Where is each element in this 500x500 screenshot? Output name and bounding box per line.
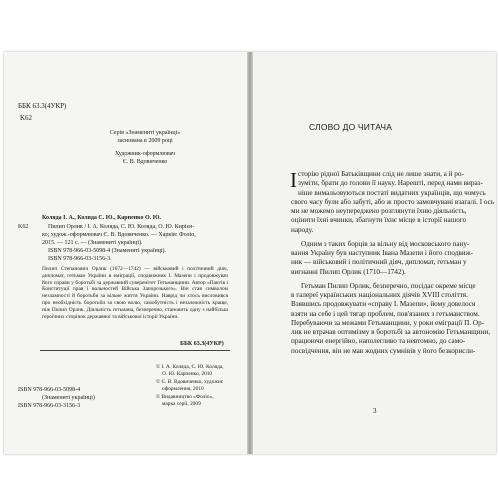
- page-number: 3: [373, 407, 377, 415]
- text-line: народу.: [291, 225, 314, 234]
- text-line: в галереї українських національних діячів XVIII століття.: [291, 291, 468, 299]
- catalog-k-code: K62: [18, 224, 29, 230]
- copyright-line: © Видавництво «Фоліо»,: [156, 394, 214, 400]
- drop-cap: І: [290, 168, 297, 192]
- foreword-text: [290, 168, 495, 356]
- text-line: взяти на себе і цей тягар проблем, пов'язаних з гетьманством.: [291, 309, 480, 318]
- text-line: посвідчення, він не мав жодних сумнівів у його безкорисли-: [291, 346, 476, 355]
- page-title: СЛОВО ДО ЧИТАЧА: [309, 122, 393, 132]
- text-line: вигнанні Пилип Орлик (1710—1742).: [291, 267, 406, 276]
- show-through-shadow: [134, 174, 140, 200]
- copyright-line: марка серії, 2009: [162, 401, 201, 407]
- catalog-line: 2015. — 121 с. — (Знамениті українці).: [42, 240, 143, 246]
- text-line: Перебуваючи за межами Гетьманщини, у роки еміграції П. Ор-: [291, 318, 485, 327]
- copyright-line: © Є. В. Вдовиченко, художнє: [156, 379, 224, 385]
- text-line: свого часу були або забуті, або ж просто замовчувані взагалі. І ось: [291, 197, 495, 206]
- catalog-authors: Коляда І. А., Коляда С. Ю., Карпенко О. Ю.: [42, 215, 161, 221]
- artist-line-1: Художник-оформлювач: [114, 151, 176, 157]
- catalog-line: ко; худож.-оформлювач Є. В. Вдовиченко. — Харків: Фоліо,: [42, 232, 196, 238]
- text-line: Гетьман Пилип Орлик, безперечно, посідає окреме місце: [301, 281, 476, 290]
- copyright-line: © І. А. Коляда, С. Ю. Коляда,: [156, 364, 224, 370]
- catalog-line: Пилип Орлик / І. А. Коляда, С. Ю. Коляда, О. Ю. Кирієн-: [48, 224, 195, 230]
- copyright-line: оформлення, 2010: [162, 386, 204, 392]
- text-line: ніше вимальовуються постаті видатних українців, що чомусь: [298, 188, 486, 197]
- text-line: ми не можемо неупереджено розглянути їхню діяльність,: [291, 207, 467, 215]
- isbn-line: ISBN 978-966-03-5098-4: [18, 387, 81, 393]
- left-page-imprint: [4, 52, 247, 454]
- right-page-foreword: [253, 52, 496, 454]
- isbn-line: ISBN 978-966-03-3156-3: [18, 403, 81, 409]
- text-line: Одним з таких борців за вільну від московського пану-: [301, 239, 470, 248]
- text-line: Взявшись продовжувати «справу І. Мазепи», йому довелося: [291, 300, 476, 309]
- artist-line-2: Є. В. Вдовиченко: [122, 159, 168, 165]
- text-line: сторію рідної Батьківщини слід не лише знати, а й ро-: [298, 170, 464, 178]
- catalog-line: ISBN 978-966-03-3156-3.: [48, 256, 112, 262]
- series-line-1: Серія «Знамениті українці»: [109, 130, 181, 136]
- text-line: зуміти, брати до голови її науку. Нарешті, перед нами вираз-: [298, 179, 483, 188]
- text-line: ник — військовий і політичний діяч, дипломат, гетьман у: [291, 258, 467, 267]
- text-line: працюючи енергійно, наполегливо та невтомно, до само-: [291, 337, 466, 346]
- bbk-code-top: ББК 63.3(4УКР): [18, 102, 67, 110]
- text-line: оцінити їхні вчинки, збагнути їхнє місце в історії нашого: [291, 216, 467, 225]
- series-line-2: заснована в 2009 році: [117, 138, 173, 144]
- k-code-top: K62: [20, 114, 33, 122]
- copyright-line: О. Ю. Карпенко, 2010: [162, 371, 213, 377]
- catalog-summary: Пилип Степанович Орлик (1672—1742) — військовий і політичний діяч, дипломат, гетьман України в еміграції, сподвижник І. Мазепи і продовжувач його справи у боротьбі за державний суверенітет Гетьманщини. Автор «Пактів і Конституції прав і вольностей Війська Запорозького». Він став символом незламності й боротьби за вільне життя України. Наврід чи хтось висловився про необхідність боротьби за свою волю, самобутність і незалежність краще, ніж Пилип Орлик. Діяльність гетьмана, безперечно, становить одну з найбільш героїчних сторінок державної та військової історії України.: [42, 266, 228, 320]
- bbk-code-bottom: ББК 63.3(4УКР): [180, 341, 224, 347]
- catalog-line: ISBN 978-966-03-5098-4 (Знамениті українці).: [48, 248, 167, 254]
- text-line: вання Україну був наступник Івана Мазепи і його сподвиж-: [291, 249, 474, 257]
- catalog-divider: [40, 350, 230, 351]
- isbn-line: (Знамениті українці): [42, 395, 95, 401]
- book-spread: [4, 52, 496, 454]
- text-line: лик не втрачав оптимізму в боротьбі за автономію Гетьманщини,: [291, 328, 491, 336]
